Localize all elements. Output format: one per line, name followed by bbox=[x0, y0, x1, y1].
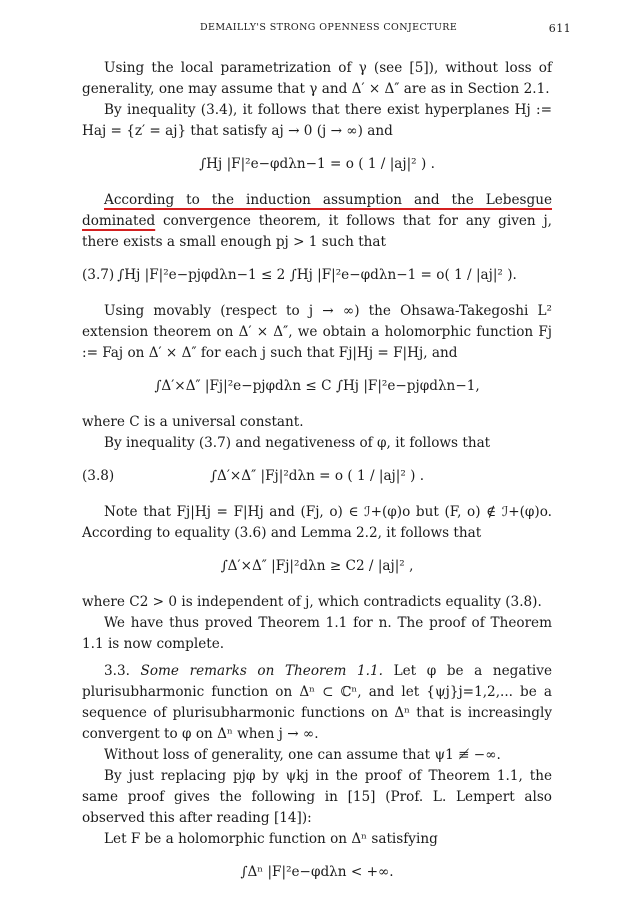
running-title: DEMAILLY'S STRONG OPENNESS CONJECTURE bbox=[200, 22, 458, 33]
equation: ∫Δ′×Δ″ |Fj|²e−pjφdλn ≤ C ∫Hj |F|²e−pjφdλn−1, bbox=[154, 378, 480, 394]
equation: ∫Δ′×Δ″ |Fj|²dλn ≥ C2 / |aj|² , bbox=[220, 558, 414, 574]
paragraph-text: Let φ be a negative plurisubharmonic function on Δⁿ ⊂ ℂⁿ, and let {ψj}j=1,2,... be a sequence of plurisubharmonic functions on Δⁿ that is increasingly convergent to φ on Δⁿ when j → ∞. bbox=[82, 663, 553, 742]
paragraph: Without loss of generality, one can assume that ψ1 ≢ −∞. bbox=[104, 747, 501, 763]
paragraph bbox=[82, 661, 552, 745]
equation-label: (3.7) bbox=[82, 267, 115, 283]
paragraph: Using movably (respect to j → ∞) the Ohsawa-Takegoshi L² extension theorem on Δ′ × Δ″, we obtain a holomorphic function Fj := Faj on Δ′ × Δ″ for each j such that Fj|Hj = F|Hj, and bbox=[82, 303, 552, 361]
display-equation bbox=[82, 368, 552, 408]
paragraph-text: convergence theorem, it follows that for any given j, there exists a small enough pj > 1 such that bbox=[82, 213, 552, 250]
paragraph: By inequality (3.7) and negativeness of φ, it follows that bbox=[104, 435, 491, 451]
paragraph: By just replacing pjφ by ψkj in the proof of Theorem 1.1, the same proof gives the following in [15] (Prof. L. Lempert also observed this after reading [14]): bbox=[82, 768, 552, 826]
body-text bbox=[82, 58, 552, 898]
paragraph: Using the local parametrization of γ (see [5]), without loss of generality, one may assume that γ and Δ′ × Δ″ are as in Section 2.1. bbox=[82, 60, 552, 97]
equation: ∫Δ′×Δ″ |Fj|²dλn = o ( 1 / |aj|² ) . bbox=[209, 468, 425, 484]
display-equation bbox=[82, 257, 552, 297]
paragraph: where C is a universal constant. bbox=[82, 414, 304, 430]
section-number: 3.3. bbox=[104, 663, 141, 679]
display-equation bbox=[82, 458, 552, 498]
paragraph bbox=[82, 190, 552, 253]
paragraph: By inequality (3.4), it follows that there exist hyperplanes Hj := Haj = {z′ = aj} that satisfy aj → 0 (j → ∞) and bbox=[82, 102, 552, 139]
equation: ∫Δⁿ |F|²e−φdλn < +∞. bbox=[240, 864, 394, 880]
equation-label: (3.8) bbox=[82, 468, 115, 484]
display-equation bbox=[82, 146, 552, 186]
paragraph: We have thus proved Theorem 1.1 for n. The proof of Theorem 1.1 is now complete. bbox=[82, 615, 552, 652]
page-number: 611 bbox=[548, 22, 571, 35]
page-header bbox=[0, 22, 629, 38]
paragraph: where C2 > 0 is independent of j, which contradicts equality (3.8). bbox=[82, 594, 542, 610]
display-equation bbox=[82, 854, 552, 894]
equation: ∫Hj |F|²e−φdλn−1 = o ( 1 / |aj|² ) . bbox=[199, 156, 435, 172]
section-title: Some remarks on Theorem 1.1. bbox=[140, 663, 383, 679]
paragraph: Let F be a holomorphic function on Δⁿ satisfying bbox=[104, 831, 438, 847]
paragraph: Note that Fj|Hj = F|Hj and (Fj, o) ∈ ℐ+(φ)o but (F, o) ∉ ℐ+(φ)o. According to equality (3.6) and Lemma 2.2, it follows that bbox=[82, 504, 552, 541]
red-underlined-text: According to the induction assumption and the Lebesgue dominated bbox=[82, 192, 552, 229]
equation: ∫Hj |F|²e−pjφdλn−1 ≤ 2 ∫Hj |F|²e−φdλn−1 = o( 1 / |aj|² ). bbox=[117, 267, 517, 283]
display-equation bbox=[82, 548, 552, 588]
